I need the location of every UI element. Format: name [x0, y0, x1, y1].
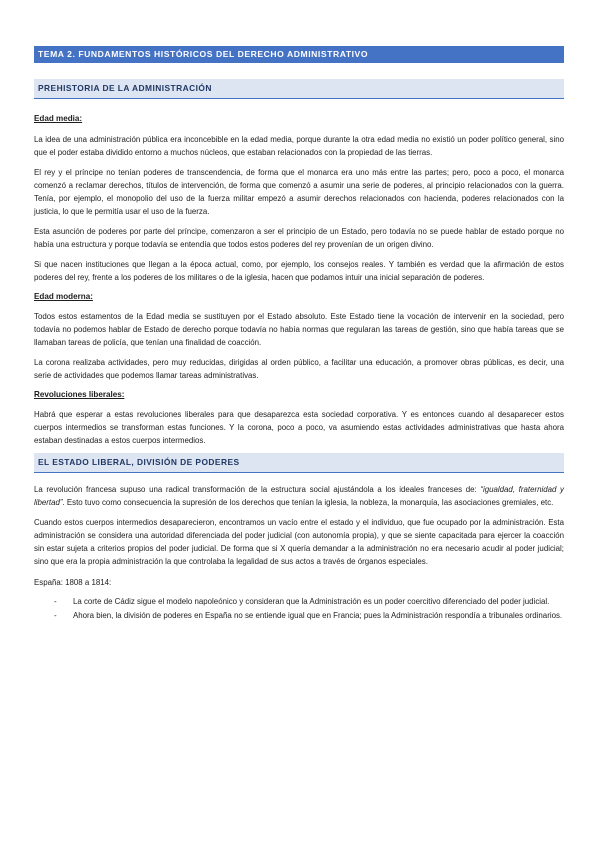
list-item [34, 595, 564, 608]
section-heading-estado-liberal: EL ESTADO LIBERAL, DIVISIÓN DE PODERES [34, 453, 564, 473]
document-title: TEMA 2. FUNDAMENTOS HISTÓRICOS DEL DERECHO ADMINISTRATIVO [34, 46, 564, 63]
paragraph: La corona realizaba actividades, pero muy reducidas, dirigidas al orden público, a facilitar una educación, a promover obras públicas, es decir, una serie de actividades que podemos llamar tareas administrativas. [34, 358, 564, 380]
quote-text: “igualdad, fraternidad y libertad” [34, 485, 564, 507]
paragraph: Habrá que esperar a estas revoluciones liberales para que desaparezca esta sociedad corporativa. Y es entonces cuando al desaparecer estos cuerpos intermedios se transforman estas funciones. Y la corona, poco a poco, va asumiendo estas actividades administrativas que hasta ahora estaban destinadas a estos cuerpos intermedios. [34, 410, 564, 445]
bullet-dash: - [54, 597, 57, 606]
paragraph: La idea de una administración pública era inconcebible en la edad media, porque durante la otra edad media no existió un poder político general, sino que el poder estaba dividido entorno a muchos núcleos, que estaban relacionados con la propiedad de las tierras. [34, 135, 564, 157]
paragraph: Todos estos estamentos de la Edad media se sustituyen por el Estado absoluto. Este Estado tiene la vocación de intervenir en la sociedad, pero todavía no podemos hablar de Estado de derecho porque todavía no había normas que regularan las tareas de gestión, sino que había tareas que se llamaban tareas de policía, que tenían una finalidad de coacción. [34, 312, 564, 347]
list-item-text: Ahora bien, la división de poderes en España no se entiende igual que en Francia; pues la Administración respondía a tribunales ordinarios. [73, 611, 563, 620]
list-item-text: La corte de Cádiz sigue el modelo napoleónico y consideran que la Administración es un poder coercitivo diferenciado del poder judicial. [73, 597, 550, 606]
paragraph-text: . Esto tuvo como consecuencia la supresión de los derechos que tenían la iglesia, la nobleza, la monarquía, las asociaciones gremiales, etc. [62, 498, 554, 507]
paragraph: Cuando estos cuerpos intermedios desaparecieron, encontramos un vacío entre el estado y el individuo, que fue ocupado por la administración. Esta administración se considera una autoridad diferenciada del poder judicial (con autonomía propia), y que se siente capacitada para ejercer la coacción sin estar sujeta a criterios propios del poder judicial. De forma que si X quería demandar a la administración no era necesario acudir al poder judicial; sino que era la propia administración la que controlaba la legalidad de sus actos a través de órganos especiales. [34, 518, 564, 566]
paragraph [34, 483, 564, 509]
subheading-revoluciones: Revoluciones liberales: [34, 390, 125, 399]
bullet-dash: - [54, 611, 57, 620]
document-page [34, 46, 564, 622]
paragraph: Si que nacen instituciones que llegan a la época actual, como, por ejemplo, los consejos reales. Y también es verdad que la afirmación de estos poderes del rey, frente a los poderes de los militares o de la iglesia, hacen que podamos intuir una inicial separación de poderes. [34, 260, 564, 282]
list-item [34, 609, 564, 622]
bullet-list [34, 595, 564, 622]
subheading-edad-moderna: Edad moderna: [34, 292, 93, 301]
paragraph-text: La revolución francesa supuso una radical transformación de la estructura social ajustándola a los ideales franceses de: [34, 485, 481, 494]
paragraph: El rey y el príncipe no tenían poderes de transcendencia, de forma que el monarca era uno más entre las partes; pero, poco a poco, el monarca comenzó a reclamar derechos, títulos de intervención, de forma que comenzó a asumir una serie de poderes, al principio relacionados con la guerra. Tenía, por ejemplo, el monopolio del uso de la fuerza militar empezó a asumir derechos relacionados con hacienda, poderes relacionados con la justicia, lo que le permitía usar el uso de la fuerza. [34, 168, 564, 216]
subheading-edad-media: Edad media: [34, 114, 83, 123]
paragraph: Esta asunción de poderes por parte del príncipe, comenzaron a ser el principio de un Estado, pero todavía no se puede hablar de estado porque no había una estructura y porque todavía se entendía que todos estos poderes del rey provenían de un origen divino. [34, 227, 564, 249]
spain-label: España: 1808 a 1814: [34, 578, 112, 587]
section-heading-prehistoria: PREHISTORIA DE LA ADMINISTRACIÓN [34, 79, 564, 99]
